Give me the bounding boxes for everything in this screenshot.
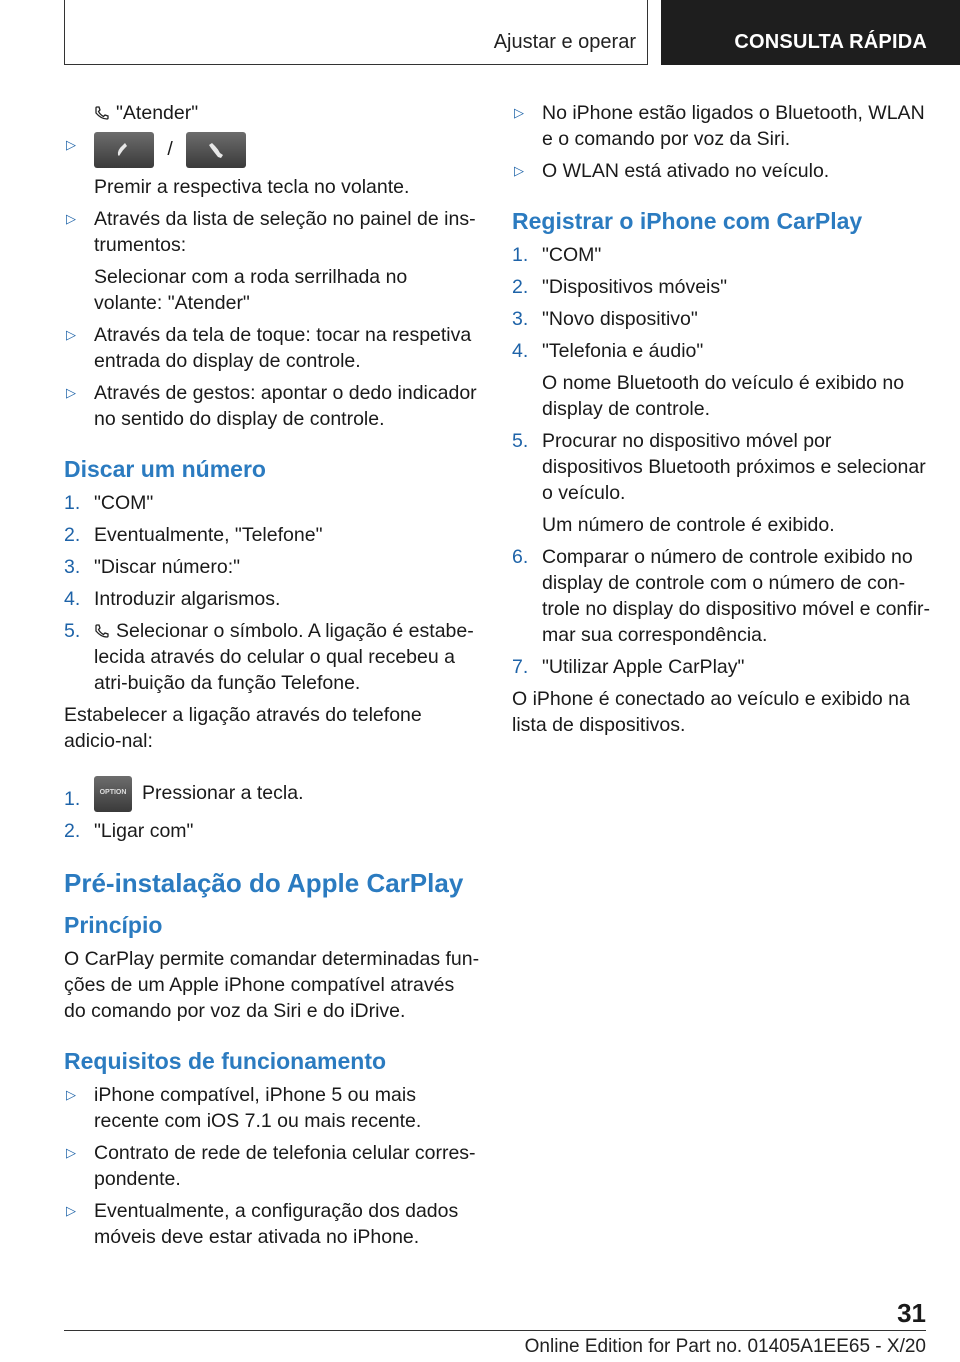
answer-line: "Atender": [64, 100, 480, 126]
chapter-tab: [661, 0, 960, 65]
list-item: 1. "COM": [512, 244, 602, 266]
header-rule: [64, 64, 648, 65]
option-key-icon: OPTION: [94, 776, 132, 812]
list-item: 3. "Novo dispositivo": [512, 308, 698, 330]
edition-note: Online Edition for Part no. 01405A1EE65 - X/20: [524, 1336, 926, 1357]
list-item: 3. "Discar número:": [64, 556, 241, 578]
call-end-key-icon: [186, 132, 246, 168]
list-item: 4. Introduzir algarismos.: [64, 588, 281, 610]
list-item: ▷ iPhone compatível, iPhone 5 ou mais recente com iOS 7.1 ou mais recente.: [66, 1084, 422, 1132]
list-item: ▷ O WLAN está ativado no veículo.: [514, 160, 830, 182]
right-column: [512, 100, 932, 744]
list-triangle-icon: ▷: [66, 385, 76, 400]
list-item: 5. Selecionar o símbolo. A ligação é estabe-lecida através do celular o qual recebeu a atri-buição da função Telefone.: [64, 620, 474, 694]
page-number: 31: [897, 1298, 926, 1328]
slash: /: [167, 138, 173, 161]
heading-dial: Discar um número: [64, 456, 266, 482]
list-item: ▷ Contrato de rede de telefonia celular corres-pondente.: [66, 1142, 476, 1190]
list-triangle-icon: ▷: [66, 1145, 76, 1160]
list-item: 1. OPTION Pressionar a tecla.: [64, 776, 480, 812]
list-item: ▷ No iPhone estão ligados o Bluetooth, WLAN e o comando por voz da Siri.: [514, 102, 925, 150]
phone-icon: [94, 105, 110, 121]
heading-principle: Princípio: [64, 912, 163, 938]
list-item: 2. "Dispositivos móveis": [512, 276, 728, 298]
list-item: ▷ Através da lista de seleção no painel de ins-trumentos: Selecionar com a roda serrilhada no volante: "Atender": [66, 208, 476, 314]
list-triangle-icon: ▷: [66, 1087, 76, 1102]
list-item: ▷ Através da tela de toque: tocar na respetiva entrada do display de controle.: [66, 324, 472, 372]
list-item: 5. Procurar no dispositivo móvel por dispositivos Bluetooth próximos e selecionar o veículo. Um número de controle é exibido.: [512, 430, 926, 536]
list-triangle-icon: ▷: [66, 211, 76, 226]
list-triangle-icon: ▷: [514, 105, 524, 120]
list-item: 1. "COM": [64, 492, 154, 514]
paragraph: O iPhone é conectado ao veículo e exibido na lista de dispositivos.: [512, 688, 910, 736]
list-item: 2. Eventualmente, "Telefone": [64, 524, 323, 546]
list-item: 4. "Telefonia e áudio" O nome Bluetooth do veículo é exibido no display de controle.: [512, 340, 905, 420]
list-triangle-icon: ▷: [66, 1203, 76, 1218]
steering-keys: [94, 132, 480, 168]
heading-register: Registrar o iPhone com CarPlay: [512, 208, 863, 234]
section-title: Ajustar e operar: [493, 31, 636, 53]
list-item: 7. "Utilizar Apple CarPlay": [512, 656, 745, 678]
call-accept-key-icon: [94, 132, 154, 168]
footer-rule: [64, 1330, 926, 1331]
chapter-title: CONSULTA RÁPIDA: [734, 31, 927, 53]
heading-requirements: Requisitos de funcionamento: [64, 1048, 387, 1074]
paragraph: Estabelecer a ligação através do telefone adicio-nal:: [64, 704, 422, 752]
list-item: ▷ Eventualmente, a configuração dos dados móveis deve estar ativada no iPhone.: [66, 1200, 459, 1248]
header-divider-right: [647, 0, 648, 65]
list-item: 6. Comparar o número de controle exibido no display de controle com o número de con-trole no display do dispositivo móvel e confir-mar sua correspondência.: [512, 546, 931, 646]
left-column: [64, 100, 480, 1256]
list-triangle-icon: ▷: [66, 327, 76, 342]
steering-text: Premir a respectiva tecla no volante.: [94, 176, 410, 198]
paragraph: O CarPlay permite comandar determinadas fun-ções de um Apple iPhone compatível através do comando por voz da Siri e do iDrive.: [64, 948, 480, 1022]
list-item: ▷ Através de gestos: apontar o dedo indicador no sentido do display de controle.: [66, 382, 477, 430]
header-divider-left: [64, 0, 65, 65]
list-item: 2. "Ligar com": [64, 820, 194, 842]
list-item: [64, 132, 480, 200]
phone-icon: [94, 623, 110, 639]
list-triangle-icon: ▷: [514, 163, 524, 178]
list-triangle-icon: ▷: [66, 137, 76, 152]
heading-preinstall: Pré-instalação do Apple CarPlay: [64, 868, 464, 898]
